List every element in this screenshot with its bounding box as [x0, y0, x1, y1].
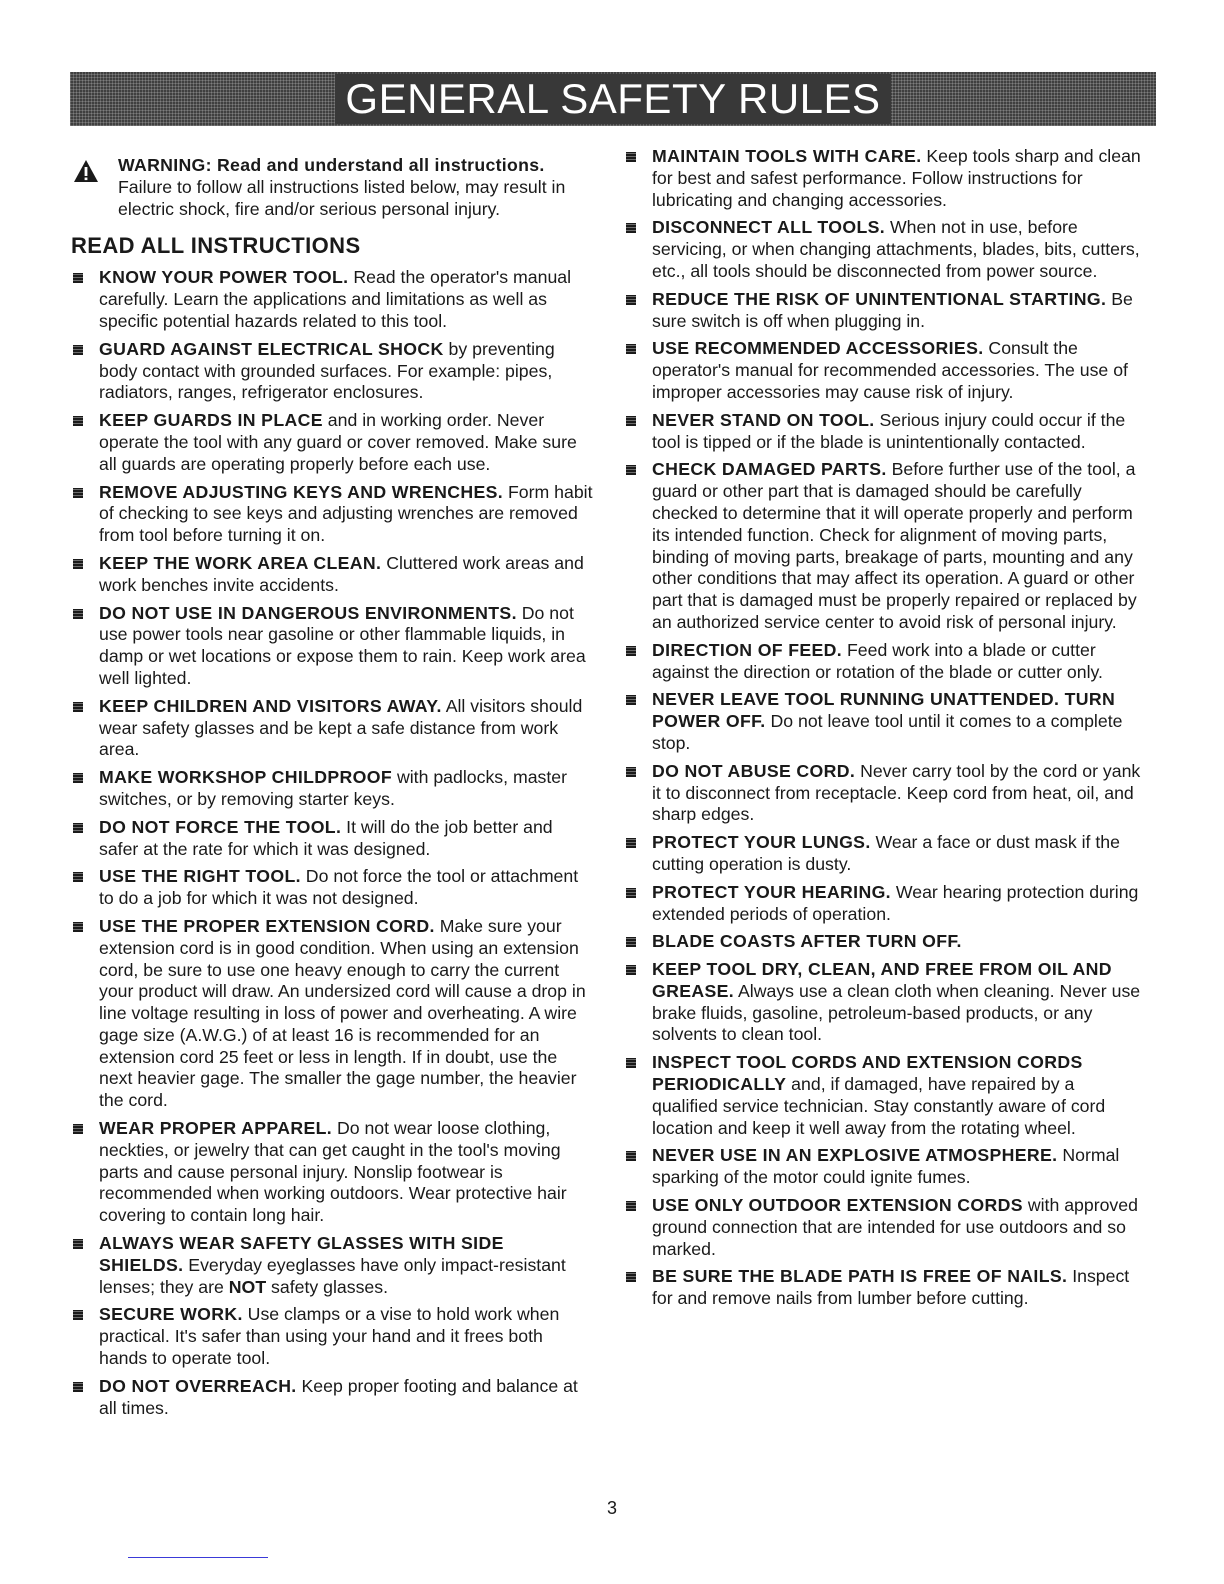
safety-rule	[626, 217, 1141, 282]
safety-rule	[73, 603, 593, 690]
safety-rule	[73, 1304, 593, 1369]
rule-title: ALWAYS WEAR SAFETY GLASSES WITH SIDE SHIELDS.	[99, 1233, 504, 1275]
rule-title: BE SURE THE BLADE PATH IS FREE OF NAILS.	[652, 1266, 1068, 1287]
safety-rule	[73, 767, 593, 811]
square-bullet-icon	[626, 1272, 636, 1282]
rule-title: SECURE WORK.	[99, 1304, 243, 1325]
rule-title: USE RECOMMENDED ACCESSORIES.	[652, 338, 984, 359]
safety-rule	[626, 882, 1141, 926]
left-rule-list	[73, 267, 593, 1419]
rule-title: NEVER STAND ON TOOL.	[652, 409, 875, 430]
rule-text: and in working order. Never operate the tool with any guard or cover removed. Make sure all guards are operating properly before each use.	[99, 410, 577, 474]
safety-rule	[626, 640, 1141, 684]
safety-rule	[73, 696, 593, 761]
rule-text: Normal sparking of the motor could ignite fumes.	[652, 1145, 1120, 1188]
rule-title: NEVER LEAVE TOOL RUNNING UNATTENDED. TURN POWER OFF.	[652, 689, 1116, 732]
safety-rule	[73, 1118, 593, 1227]
rule-text: Use clamps or a vise to hold work when practical. It's safer than using your hand and it frees both hands to operate tool.	[99, 1304, 560, 1369]
page-number: 3	[606, 1498, 617, 1518]
rule-text: with padlocks, master switches, or by removing starter keys.	[99, 767, 568, 809]
square-bullet-icon	[73, 273, 83, 283]
square-bullet-icon	[626, 767, 636, 777]
rule-text: Keep tools sharp and clean for best and safest performance. Follow instructions for lubricating and changing accessories.	[652, 146, 1141, 210]
warning-triangle-icon	[73, 159, 99, 183]
rule-text: Never carry tool by the cord or yank it to disconnect from receptacle. Keep cord from heat, oil, and sharp edges.	[652, 760, 1141, 825]
rule-text: Keep proper footing and balance at all times.	[99, 1375, 578, 1418]
safety-rule	[626, 761, 1141, 826]
rule-title: KEEP THE WORK AREA CLEAN.	[99, 552, 382, 573]
safety-rule	[626, 1266, 1141, 1310]
rule-text: When not in use, before servicing, or when changing attachments, blades, bits, cutters, etc., all tools should be disconnected from power source.	[652, 217, 1140, 281]
rule-title: KNOW YOUR POWER TOOL.	[99, 267, 349, 288]
square-bullet-icon	[626, 1151, 636, 1161]
safety-rule	[626, 1052, 1141, 1139]
rule-text: Read the operator's manual carefully. Learn the applications and limitations as well as specific potential hazards related to this tool.	[99, 267, 572, 331]
rule-text: Make sure your extension cord is in good condition. When using an extension cord, be sure to use one heavy enough to carry the current your product will draw. An undersized cord will cause a drop in line voltage resulting in loss of power and overheating. A wire gage size (A.W.G.) of at least 16 is recommended for an extension cord 25 feet or less in length. If in doubt, use the next heavier gage. The smaller the gage number, the heavier the cord.	[99, 915, 586, 1111]
right-column	[626, 146, 1141, 1316]
square-bullet-icon	[73, 609, 83, 619]
rule-text: Always use a clean cloth when cleaning. Never use brake fluids, gasoline, petroleum-based products, or any solvents to clean tool.	[652, 980, 1141, 1045]
rule-text: and, if damaged, have repaired by a qualified service technician. Stay constantly aware of cord location and keep it well away from the rotating wheel.	[652, 1074, 1106, 1138]
safety-rule	[626, 459, 1141, 633]
square-bullet-icon	[626, 888, 636, 898]
safety-rule	[73, 553, 593, 597]
rule-text: Do not wear loose clothing, neckties, or jewelry that can get caught in the tool's moving parts and cause personal injury. Nonslip footwear is recommended when working outdoors. Wear protective hair covering to contain long hair.	[99, 1118, 567, 1226]
square-bullet-icon	[626, 965, 636, 975]
safety-rule	[626, 146, 1141, 211]
rule-text: Do not use power tools near gasoline or other flammable liquids, in damp or wet locations or expose them to rain. Keep work area well lighted.	[99, 602, 586, 688]
square-bullet-icon	[73, 1239, 83, 1249]
rule-title: REDUCE THE RISK OF UNINTENTIONAL STARTING.	[652, 288, 1107, 309]
rule-text-tail: safety glasses.	[266, 1276, 389, 1297]
safety-rule	[626, 1145, 1141, 1189]
rule-title: INSPECT TOOL CORDS AND EXTENSION CORDS PERIODICALLY	[652, 1052, 1083, 1095]
rule-title: REMOVE ADJUSTING KEYS AND WRENCHES.	[99, 481, 504, 502]
safety-rule	[73, 916, 593, 1112]
rule-text: Serious injury could occur if the tool is tipped or if the blade is unintentionally contacted.	[652, 409, 1126, 452]
rule-title: MAINTAIN TOOLS WITH CARE.	[652, 146, 922, 166]
rule-title: DO NOT FORCE THE TOOL.	[99, 816, 342, 837]
rule-text: Everyday eyeglasses have only impact-resistant lenses; they are	[99, 1254, 566, 1297]
rule-title: DIRECTION OF FEED.	[652, 639, 843, 660]
safety-rule	[626, 289, 1141, 333]
rule-title: PROTECT YOUR LUNGS.	[652, 832, 871, 853]
square-bullet-icon	[626, 646, 636, 656]
rule-title: USE THE PROPER EXTENSION CORD.	[99, 915, 435, 936]
square-bullet-icon	[73, 1310, 83, 1320]
rule-text: Be sure switch is off when plugging in.	[652, 288, 1133, 331]
page-title: GENERAL SAFETY RULES	[335, 74, 890, 124]
rule-text: Do not leave tool until it comes to a complete stop.	[652, 711, 1123, 753]
square-bullet-icon	[73, 559, 83, 569]
square-bullet-icon	[73, 1382, 83, 1392]
safety-rule	[626, 338, 1141, 403]
rule-title: USE THE RIGHT TOOL.	[99, 866, 301, 887]
rule-title: DO NOT ABUSE CORD.	[652, 760, 856, 781]
right-rule-list	[626, 146, 1141, 1310]
safety-rule	[73, 1233, 593, 1298]
title-banner	[70, 72, 1156, 126]
square-bullet-icon	[73, 488, 83, 498]
rule-title: BLADE COASTS AFTER TURN OFF.	[652, 931, 962, 952]
safety-rule	[626, 959, 1141, 1046]
rule-title: USE ONLY OUTDOOR EXTENSION CORDS	[652, 1195, 1023, 1216]
square-bullet-icon	[626, 1058, 636, 1068]
warning-text: Failure to follow all instructions listed below, may result in electric shock, fire and/or serious personal injury.	[118, 176, 566, 219]
rule-title: KEEP CHILDREN AND VISITORS AWAY.	[99, 695, 442, 716]
safety-rule	[73, 410, 593, 475]
rule-title: MAKE WORKSHOP CHILDPROOF	[99, 767, 393, 788]
rule-title: DO NOT USE IN DANGEROUS ENVIRONMENTS.	[99, 602, 517, 623]
rule-title: DO NOT OVERREACH.	[99, 1375, 297, 1396]
square-bullet-icon	[626, 344, 636, 354]
square-bullet-icon	[73, 922, 83, 932]
square-bullet-icon	[626, 695, 636, 705]
rule-title: KEEP TOOL DRY, CLEAN, AND FREE FROM OIL AND GREASE.	[652, 959, 1112, 1001]
rule-text: Feed work into a blade or cutter against the direction or rotation of the blade or cutter only.	[652, 639, 1103, 682]
rule-text: Consult the operator's manual for recommended accessories. The use of improper accessories may cause risk of injury.	[652, 338, 1128, 402]
safety-rule	[626, 832, 1141, 876]
square-bullet-icon	[73, 773, 83, 783]
rule-text: Inspect for and remove nails from lumber before cutting.	[652, 1266, 1130, 1309]
square-bullet-icon	[626, 416, 636, 426]
rule-title: GUARD AGAINST ELECTRICAL SHOCK	[99, 338, 444, 359]
square-bullet-icon	[626, 223, 636, 233]
square-bullet-icon	[626, 1201, 636, 1211]
square-bullet-icon	[626, 152, 636, 162]
rule-title: WEAR PROPER APPAREL.	[99, 1118, 333, 1139]
rule-text: with approved ground connection that are intended for use outdoors and so marked.	[652, 1195, 1138, 1259]
safety-rule	[73, 1376, 593, 1420]
rule-title: KEEP GUARDS IN PLACE	[99, 410, 323, 431]
safety-rule	[626, 931, 1141, 953]
rule-title: CHECK DAMAGED PARTS.	[652, 459, 887, 480]
rule-text: by preventing body contact with grounded surfaces. For example: pipes, radiators, ranges, refrigerator enclosures.	[99, 338, 555, 403]
warning-heading: WARNING: Read and understand all instructions.	[118, 155, 545, 175]
safety-rule	[73, 817, 593, 861]
rule-text: Wear a face or dust mask if the cutting operation is dusty.	[652, 832, 1120, 874]
square-bullet-icon	[73, 872, 83, 882]
section-heading: READ ALL INSTRUCTIONS	[71, 233, 361, 259]
safety-rule	[73, 482, 593, 547]
square-bullet-icon	[73, 345, 83, 355]
square-bullet-icon	[73, 1124, 83, 1134]
rule-title: PROTECT YOUR HEARING.	[652, 881, 891, 902]
square-bullet-icon	[626, 295, 636, 305]
safety-rule	[73, 267, 593, 332]
square-bullet-icon	[626, 937, 636, 947]
rule-title: DISCONNECT ALL TOOLS.	[652, 217, 886, 238]
left-column	[73, 146, 593, 1425]
rule-text: Cluttered work areas and work benches invite accidents.	[99, 552, 584, 595]
safety-rule	[73, 339, 593, 404]
footer-divider	[128, 1557, 268, 1558]
square-bullet-icon	[626, 838, 636, 848]
rule-emphasis: NOT	[228, 1276, 267, 1297]
rule-text: Form habit of checking to see keys and adjusting wrenches are removed from tool before turning it on.	[99, 481, 593, 546]
rule-text: Before further use of the tool, a guard or other part that is damaged should be carefully checked to determine that it will operate properly and perform its intended function. Check for alignment of moving parts, binding of moving parts, breakage of parts, mounting and any other conditions that may affect its operation. A guard or other part that is damaged must be properly repaired or replaced by an authorized service center to avoid risk of personal injury.	[652, 459, 1137, 632]
rule-text: It will do the job better and safer at the rate for which it was designed.	[99, 816, 553, 859]
rule-text: Wear hearing protection during extended periods of operation.	[652, 881, 1139, 924]
square-bullet-icon	[626, 465, 636, 475]
rule-text: Do not force the tool or attachment to do a job for which it was not designed.	[99, 866, 579, 909]
safety-rule	[73, 866, 593, 910]
rule-title: NEVER USE IN AN EXPLOSIVE ATMOSPHERE.	[652, 1145, 1058, 1166]
warning-notice	[73, 155, 593, 220]
rule-text: All visitors should wear safety glasses and be kept a safe distance from work area.	[99, 695, 583, 760]
square-bullet-icon	[73, 416, 83, 426]
safety-rule	[626, 689, 1141, 754]
square-bullet-icon	[73, 823, 83, 833]
safety-rule	[626, 410, 1141, 454]
square-bullet-icon	[73, 702, 83, 712]
safety-rule	[626, 1195, 1141, 1260]
